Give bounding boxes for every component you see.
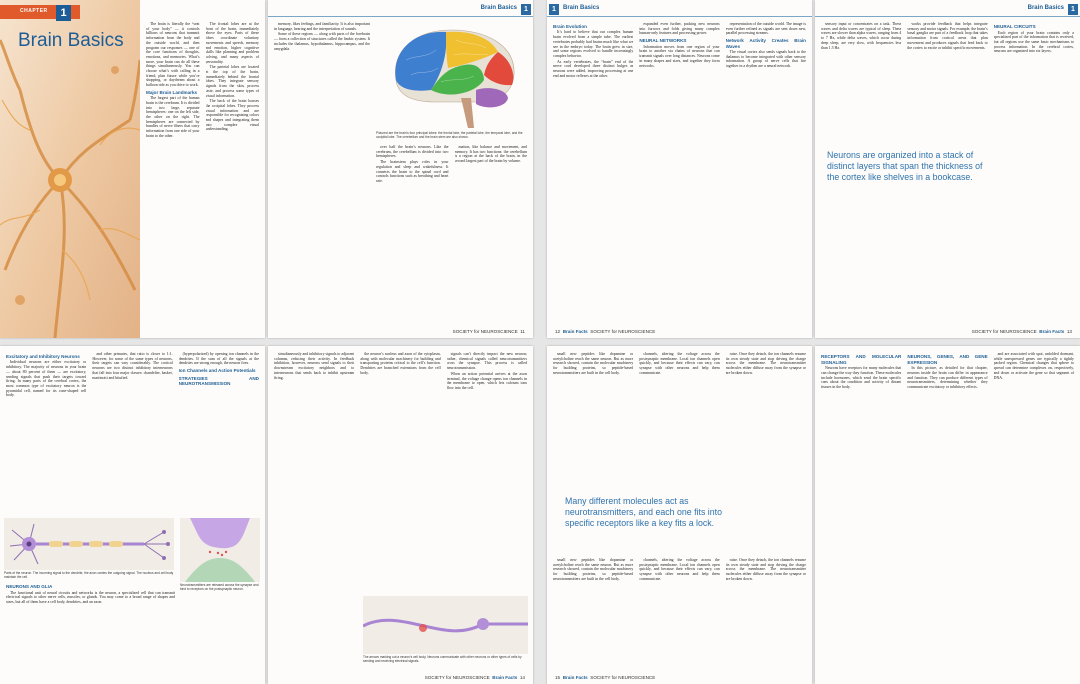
figure-caption: Neurotransmitters are released across the synapse and bind to receptors on the postsynaptic neuron. bbox=[180, 583, 259, 591]
page-7 bbox=[547, 346, 812, 684]
column bbox=[821, 22, 901, 142]
page-3-columns bbox=[553, 22, 806, 324]
section-heading: Excitatory and Inhibitory Neurons bbox=[6, 354, 80, 359]
column bbox=[146, 22, 200, 324]
page-7-upper-columns bbox=[553, 352, 806, 487]
page-number: 14 bbox=[519, 675, 525, 680]
section-heading: NEURONS, GENES, AND GENE EXPRESSION bbox=[907, 354, 988, 365]
column bbox=[553, 22, 633, 324]
header-chapter-number: 1 bbox=[1068, 4, 1078, 15]
paragraph: Some of these regions — along with parts of the forebrain — form a collection of structures called the limbic system. It includes the thalamus, hypothalamus, hippocampus, and the amygdala. bbox=[274, 32, 370, 51]
column bbox=[726, 352, 806, 487]
column bbox=[447, 352, 527, 590]
paragraph: Individual neurons are either excitatory or inhibitory. The majority of neurons in your brain — about 80 percent of them — are excitatory, sending signals that push their targets toward firing. In many parts of the cerebral cortex, the most common type of excitatory neuron is the pyramidal cell, named for its cone-shaped cell body. bbox=[6, 360, 87, 398]
page-footer bbox=[555, 329, 655, 334]
page-6-columns bbox=[274, 352, 527, 590]
column bbox=[553, 352, 633, 487]
footer-publisher: SOCIETY for NEUROSCIENCE bbox=[452, 329, 518, 334]
pull-quote: Neurons are organized into a stack of distinct layers that span the thickness of the cortex like shelves in a bookcase. bbox=[827, 150, 983, 182]
section-heading: NEURONS AND GLIA bbox=[6, 584, 53, 589]
figure-caption: Parts of the neuron. The incoming signal to the dendrite, the axon carries the outgoing signal. The nucleus and cell body maintain the cell. bbox=[4, 571, 174, 579]
paragraph: over half the brain’s neurons. Like the cerebrum, the cerebellum is divided into two hemispheres. bbox=[376, 145, 449, 159]
column bbox=[726, 22, 806, 324]
column bbox=[6, 352, 86, 517]
footer-publisher: SOCIETY for NEUROSCIENCE bbox=[971, 329, 1037, 334]
paragraph: representation of the outside world. The image is even further refined as signals are sent down new, parallel processing streams. bbox=[725, 22, 806, 36]
page-2 bbox=[268, 0, 533, 338]
paragraph: Information moves from one region of your brain to another via chains of neurons that can transmit signals over long distances. Neurons come in many shapes and sizes, and together they form networks. bbox=[639, 44, 720, 68]
column bbox=[639, 558, 719, 670]
column bbox=[206, 22, 260, 324]
paragraph: Neurons have receptors for many molecules that can change the way they function. These molecules include hormones, which send the brain specific cues about the condition and activity of distant tissues in the body. bbox=[821, 366, 902, 389]
section-heading: Network Activity Creates Brain Waves bbox=[725, 38, 806, 49]
footer-brand: Brain Facts bbox=[562, 329, 588, 334]
paragraph: the neuron’s nucleus and axon of the cytoplasm, along with molecular machinery for building and transporting proteins critical to the cell’s function. Dendrites are branched extensions from the cell body. bbox=[360, 352, 441, 375]
paragraph: raise. Once they detach, the ion channels resume its own steady state and stop driving the charge across the membrane. The neurotransmitter molecules either diffuse away from the synapse or are broken down. bbox=[725, 558, 806, 581]
synapse-diagram bbox=[180, 518, 260, 582]
paragraph: channels, altering the voltage across the postsynaptic membrane. Local ion channels open quickly, and because their effects can vary, can synapse with other neurons and help them communicate. bbox=[639, 558, 720, 581]
page-4-upper-columns bbox=[821, 22, 1074, 142]
page-1 bbox=[0, 0, 265, 338]
page-number: 11 bbox=[520, 329, 525, 334]
column bbox=[360, 352, 440, 590]
header-chapter-number: 1 bbox=[521, 4, 531, 15]
paragraph: The visual cortex also sends signals back to the thalamus to become integrated with other sensory information. A group of nerve cells that fire together in a rhythm are a neural network. bbox=[725, 49, 806, 69]
page-number: 12 bbox=[555, 329, 561, 334]
pull-quote: Many different molecules act as neurotransmitters, and each one fits into specific receptors like a key fits a lock. bbox=[565, 496, 722, 528]
chapter-label: CHAPTER bbox=[20, 8, 48, 14]
page-5-lower-columns bbox=[6, 582, 175, 670]
page-6 bbox=[268, 346, 533, 684]
page-5 bbox=[0, 346, 265, 684]
paragraph: The brainstem plays roles in your regulation and sleep and wakefulness. It connects the brain to the spinal cord and controls functions such as breathing and heart rate. bbox=[376, 160, 449, 183]
footer-brand: Brain Facts bbox=[562, 675, 588, 680]
paragraph: memory, likes feelings, and familiarity. It is also important in language, hearing and the interpretation of sounds. bbox=[274, 22, 370, 31]
column bbox=[6, 582, 175, 670]
chapter-number: 1 bbox=[56, 5, 71, 21]
chapter-title: Brain Basics bbox=[18, 30, 124, 51]
neuron-structure-diagram bbox=[4, 518, 174, 570]
paragraph: expanded even further, packing new neurons into furrows and folds giving many complex human-only features and processing power. bbox=[639, 22, 720, 36]
page-4 bbox=[815, 0, 1080, 338]
column bbox=[821, 352, 901, 670]
column bbox=[821, 210, 1074, 324]
paragraph: It’s hard to believe that our complex human brain evolved from a simple tube. The earliest vertebrates probably had brains much like what we see in the embryo today. The brain grew in size, and some regions evolved to handle increasingly complex behavior. bbox=[553, 30, 634, 58]
page-footer bbox=[425, 675, 525, 680]
figure-caption: Pictured are the brain’s four principal lobes: the frontal lobe, the parietal lobe, the temporal lobe, and the occipital lobe. The cerebellum and the brain stem are also shown. bbox=[376, 131, 523, 139]
page-5-upper-columns bbox=[6, 352, 259, 517]
paragraph: works provide feedback that helps integrate sensory and motor signals. For example, the brain’s basal ganglia are part of a feedback loop that takes information from cortical areas that plan movement and produces signals that feed back to the cortex to excite or inhibit specific movements. bbox=[907, 22, 988, 50]
paragraph: small new peptides like dopamine or acetylcholine reach the same neuron. But as more research showed, contain the molecular machinery for building proteins, so peptide-based neurotransmitters are built in the cell body. bbox=[553, 352, 634, 375]
page-8 bbox=[815, 346, 1080, 684]
footer-publisher: SOCIETY for NEUROSCIENCE bbox=[424, 675, 490, 680]
paragraph: sensory input or concentrates on a task. These waves and delta waves are typical of sleep. Theta waves are slower than alpha waves, ranging from 4 to 7 Hz, while delta waves, which occur during deep sleep, are very slow, with frequencies less than 1.5 Hz. bbox=[821, 22, 902, 50]
footer-brand: Brain Facts bbox=[1039, 329, 1065, 334]
header-label: Brain Basics bbox=[1027, 5, 1064, 11]
column bbox=[907, 22, 987, 142]
page-7-lower-columns bbox=[553, 558, 806, 670]
page-2-lower-columns bbox=[376, 145, 527, 324]
running-header bbox=[547, 5, 812, 17]
page-footer bbox=[972, 329, 1072, 334]
section-heading: Brain Evolution bbox=[553, 24, 587, 29]
paragraph: The back of the brain houses the occipital lobes. They process visual information and are responsible for recognizing colors and shapes and integrating them into complex visual understanding. bbox=[205, 99, 259, 132]
paragraph: The brain is literally the “seat of your body” — it controls billions of neurons that transmit information from the body and the outside world, and then program our responses — one of the core functions of thoughts, emotions, and memories. What’s more, your brain can do all these things simultaneously. You can choose what’s with calling in a friend, plan future while you’re shopping, or daydream about a balloon ride as you drive to work. bbox=[146, 22, 200, 88]
header-label: Brain Basics bbox=[480, 5, 517, 11]
page-number: 13 bbox=[1066, 329, 1072, 334]
paragraph: mation, like balance and movement, and memory. It has two functions: the cerebellum is a region at the back of the brain, in the second largest part of the brain by volume. bbox=[454, 145, 527, 164]
header-label: Brain Basics bbox=[563, 5, 600, 11]
paragraph: The largest part of the human brain is the cerebrum. It is divided into two large, separate hemispheres: one on the left side, the other on the right. The hemispheres are connected by bundles of nerve fibers that carry information from one side of your brain to the other. bbox=[146, 96, 200, 138]
paragraph: The frontal lobes are at the front of the brain, immediately above the eyes. Parts of these lobes coordinate voluntary movements and speech, memory and emotion, higher cognitive skills like planning and problem solving, and many aspects of personality. bbox=[205, 22, 259, 64]
column bbox=[179, 352, 259, 517]
section-heading: Major Brain Landmarks bbox=[146, 89, 198, 95]
paragraph: Each region of your brain contains only a specialized part of the information that is received, but all regions use the same basic mechanisms to process information. In the cerebral cortex, neurons are organized into six layers. bbox=[993, 30, 1074, 54]
running-header bbox=[268, 5, 533, 17]
section-heading: NEURAL NETWORKS bbox=[639, 38, 687, 44]
footer-brand: Brain Facts bbox=[492, 675, 518, 680]
running-header bbox=[815, 5, 1080, 17]
paragraph: The functional unit of neural circuits and networks is the neuron, a specialized cell that can transmit electrical signals to other nerve cells, muscles, or glands. You may come to a broad range of shapes and sizes, but all of them have a cell body, dendrites, and an axon. bbox=[6, 590, 175, 604]
paragraph: simultaneously and inhibitory signals to adjacent columns, reducing their activity. In feedback inhibition, however, neurons send signals to their downstream excitatory neighbors and to interneurons that sends back to inhibit upstream firing. bbox=[274, 352, 355, 380]
header-chapter-number: 1 bbox=[549, 4, 559, 15]
column bbox=[726, 558, 806, 670]
paragraph: As early vertebrates, the “brain” end of the nerve cord developed three distinct bulges as neurons were added, improving processing at one end and motor reflexes at the other. bbox=[553, 59, 634, 78]
column bbox=[553, 558, 633, 670]
figure-caption: The arrows marking out a neuron’s cell body. Neurons communicate with other neurons or other types of cells by sending and receiving electrical signals. bbox=[363, 655, 522, 663]
column bbox=[274, 22, 370, 324]
paragraph: When an action potential arrives at the axon terminal, the voltage change opens ion channels in the membrane to open, which lets calcium ions flow into the cell. bbox=[446, 371, 527, 390]
page-1-columns bbox=[146, 22, 259, 324]
column bbox=[455, 145, 528, 324]
page-footer bbox=[453, 329, 525, 334]
paragraph: signals can’t directly impact the new neuron; rather, chemical signals called neurotransmitters cross the synapse. This process is called neurotransmission. bbox=[446, 352, 527, 371]
column bbox=[994, 352, 1074, 670]
paragraph: (hyperpolarized) by opening ion channels in the dendrites. If the sum of all the signals at the dendrites are strong enough, the neuron fires. bbox=[178, 352, 259, 366]
page-4-lower-columns bbox=[821, 210, 1074, 324]
section-heading: NEURAL CIRCUITS bbox=[993, 24, 1036, 29]
footer-publisher: SOCIETY for NEUROSCIENCE bbox=[590, 675, 656, 680]
column bbox=[639, 352, 719, 487]
nucleus bbox=[27, 542, 32, 547]
section-heading: STRATEGIES AND NEUROTRANSMISSION bbox=[178, 375, 259, 387]
column bbox=[376, 145, 449, 324]
column bbox=[92, 352, 172, 517]
page-number: 15 bbox=[555, 675, 561, 680]
footer-publisher: SOCIETY for NEUROSCIENCE bbox=[590, 329, 656, 334]
paragraph: and are associated with spot, unfolded dormant, while unexpressed genes are typically a tightly packed region. Chemical changes that sphere to spread can determine complexes on, respectively, and down or activate the gene so that segment of DNA. bbox=[993, 352, 1074, 380]
section-heading: RECEPTORS AND MOLECULAR SIGNALING bbox=[821, 354, 902, 365]
paragraph: In this picture, as detailed for that chapter, neurons inside the brain can differ in appearance and function. They can produce different types of neurotransmitters, determining whether they communicate excitatory or inhibitory effects. bbox=[907, 366, 988, 389]
paragraph: and other primates, that ratio is closer to 1:1. However, for some of the same types of neurons, their targets can vary considerably. The cortical neurons are two distinct inhibitory interneurons that fall into four major classes: chandelier, basket, martinotti and bitufted. bbox=[92, 352, 173, 380]
paragraph: small new peptides like dopamine or acetylcholine reach the same neuron. But as more research showed, contain the molecular machinery for building proteins, so peptide-based neurotransmitters are built in the cell body. bbox=[553, 558, 634, 581]
paragraph: raise. Once they detach, the ion channels resume its own steady state and stop driving the charge across the membrane. The neurotransmitter molecules either diffuse away from the synapse or are broken down. bbox=[725, 352, 806, 375]
column bbox=[639, 22, 719, 324]
page-8-columns bbox=[821, 352, 1074, 670]
column bbox=[274, 352, 354, 590]
paragraph: The parietal lobes are located at the top of the brain, immediately behind the frontal lobes. They integrate sensory signals from the skin, process taste, and process some types of visual information. bbox=[205, 65, 259, 98]
paragraph: channels, altering the voltage across the postsynaptic membrane. Local ion channels open quickly, and because their effects can vary, can synapse with other neurons and help them communicate. bbox=[639, 352, 720, 375]
neuron-signal-diagram bbox=[363, 596, 528, 654]
section-heading: Ion Channels and Action Potentials bbox=[178, 368, 256, 374]
page-3 bbox=[547, 0, 812, 338]
page-footer bbox=[555, 675, 655, 680]
column bbox=[994, 22, 1074, 142]
column bbox=[907, 352, 987, 670]
